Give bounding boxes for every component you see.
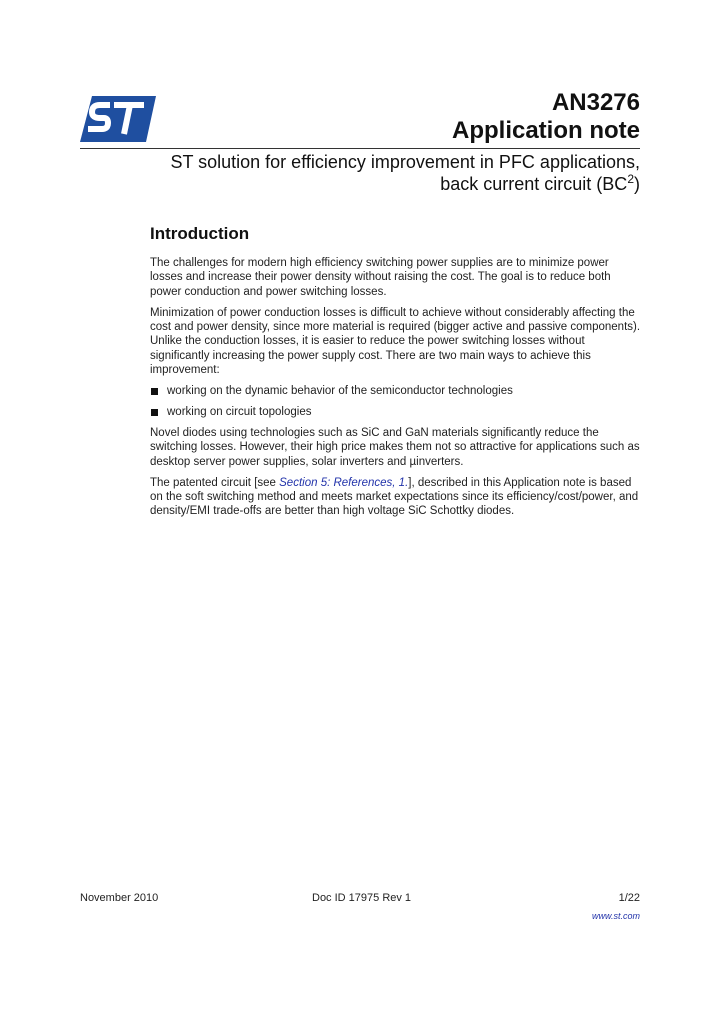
title-divider	[80, 148, 640, 149]
subtitle-line-1: ST solution for efficiency improvement in PFC applications,	[170, 152, 640, 172]
improvement-list	[150, 384, 642, 419]
square-bullet-icon	[151, 409, 158, 416]
intro-paragraph-1: The challenges for modern high efficiency switching power supplies are to minimize power losses and increase their power density without raising the cost. The goal is to reduce both power conduction and power switching losses.	[150, 257, 611, 298]
square-bullet-icon	[151, 388, 158, 395]
st-logo-icon	[80, 96, 156, 142]
subtitle-line-2-suffix: )	[634, 174, 640, 194]
introduction-heading: Introduction	[150, 224, 250, 243]
list-item-text: working on circuit topologies	[167, 405, 312, 418]
footer-page-number: 1/22	[618, 892, 640, 904]
paragraph-4-prefix: The patented circuit [see	[150, 476, 280, 489]
subtitle-superscript: 2	[627, 172, 634, 186]
document-id: AN3276	[551, 89, 640, 116]
introduction-section	[150, 224, 642, 526]
subtitle-line-2-prefix: back current circuit (BC	[440, 174, 628, 194]
list-item	[150, 384, 642, 398]
intro-paragraph-4	[150, 476, 642, 519]
paragraph-4-suffix: ], described in this Application note is based on the soft switching method and meets market expectations since its efficiency/cost/power, and density/EMI trade-offs are better than high voltage SiC Schottky diodes.	[150, 476, 639, 518]
references-link[interactable]: Section 5: References, 1.	[279, 476, 409, 489]
document-type: Application note	[452, 117, 640, 144]
footer-doc-reference: Doc ID 17975 Rev 1	[312, 892, 412, 904]
footer-website-link[interactable]: www.st.com	[591, 911, 640, 921]
intro-paragraph-2: Minimization of power conduction losses is difficult to achieve without considerably affecting the cost and power density, since more material is required (bigger active and passive components). Unlike the conduction losses, it is easier to reduce the power switching losses without significantly increasing the power supply cost. There are two main ways to achieve this improvement:	[150, 306, 641, 377]
subtitle-line-2	[120, 173, 640, 195]
list-item-text: working on the dynamic behavior of the semiconductor technologies	[167, 385, 513, 398]
intro-paragraph-3: Novel diodes using technologies such as SiC and GaN materials significantly reduce the switching losses. However, their high price makes them not so attractive for applications such as desktop server power supplies, solar inverters and µinverters.	[150, 426, 640, 468]
footer-date: November 2010	[80, 892, 159, 904]
document-subtitle	[120, 151, 640, 195]
list-item	[150, 405, 642, 419]
